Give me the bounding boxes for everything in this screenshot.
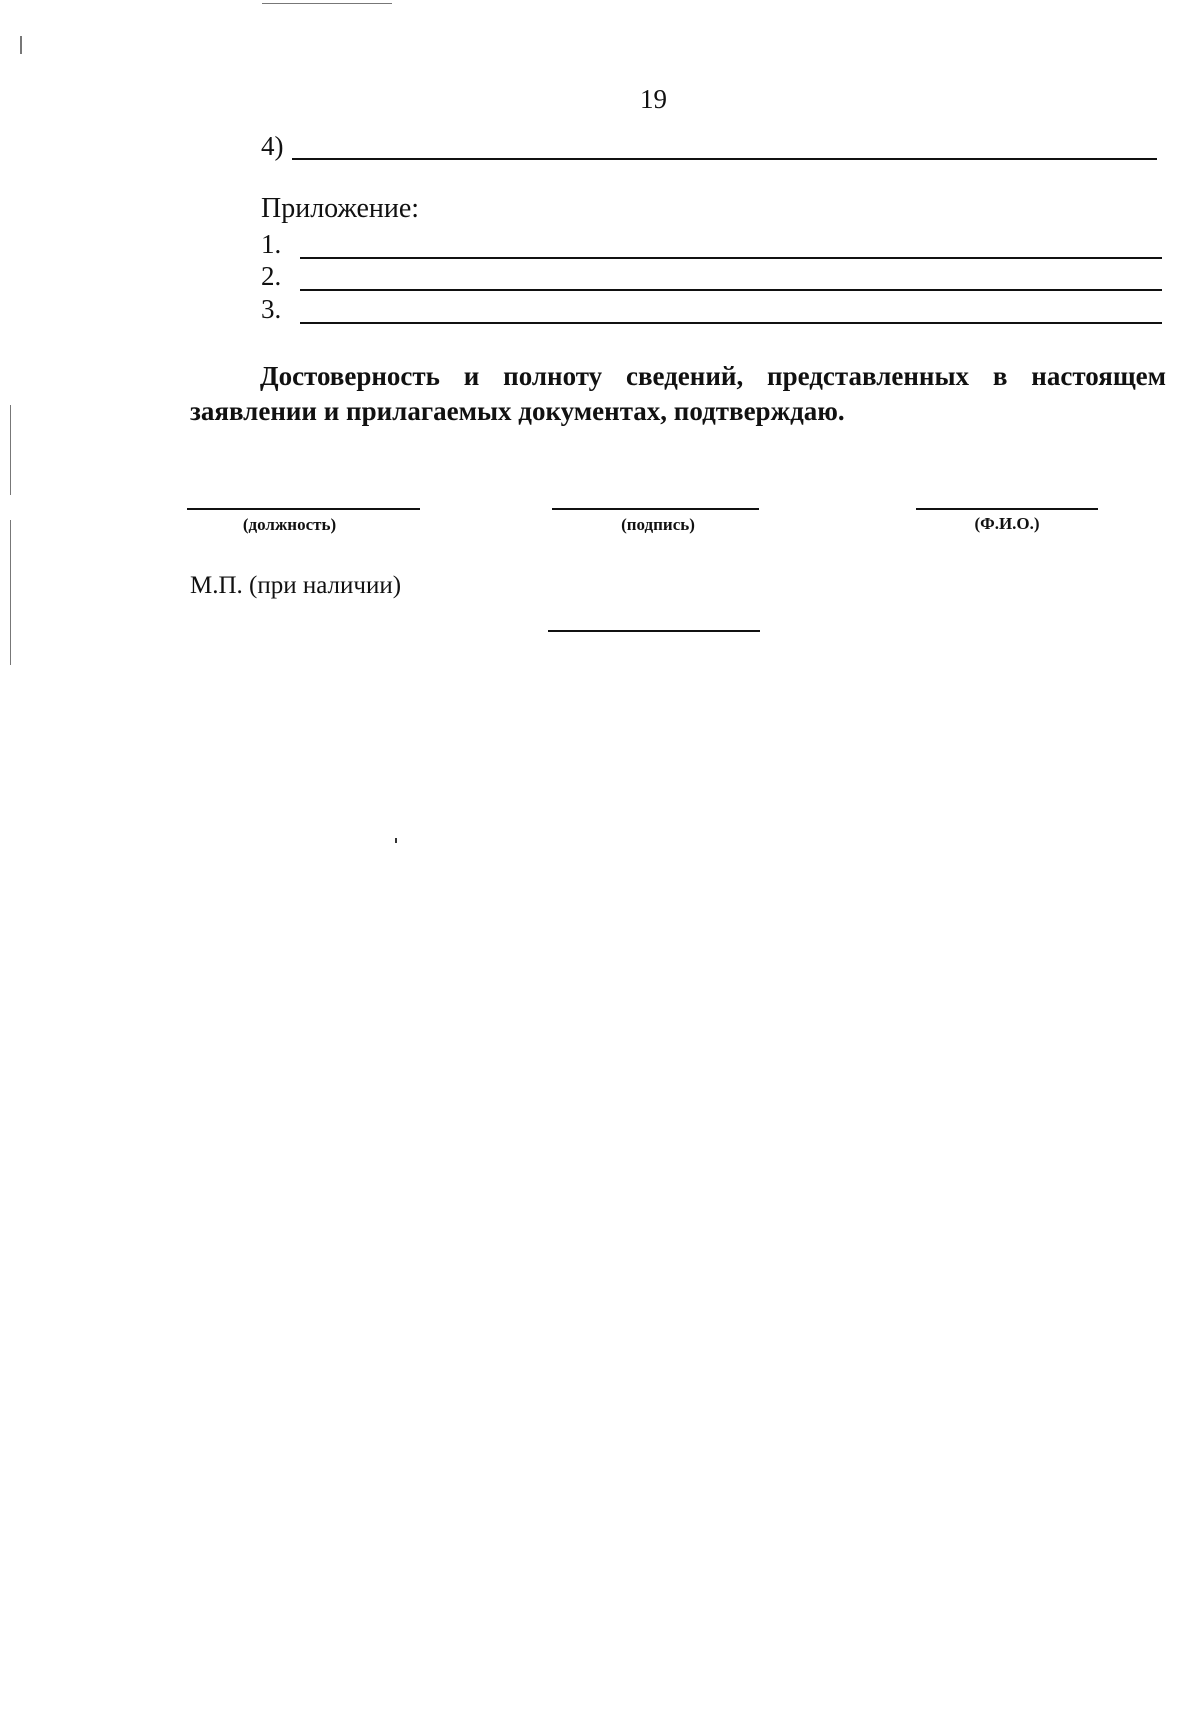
appendix-item-2-fill-line (300, 289, 1162, 291)
scan-edge-mark-top (262, 3, 392, 4)
page-number: 19 (640, 84, 667, 114)
scan-dot (395, 838, 397, 843)
signature-line (552, 508, 759, 510)
scan-edge-mark-left-1 (20, 36, 22, 54)
item-4-label: 4) (261, 131, 284, 161)
scan-edge-mark-left-2 (10, 405, 11, 495)
scan-edge-mark-left-3 (10, 520, 11, 665)
appendix-title: Приложение: (261, 193, 420, 224)
name-caption: (Ф.И.О.) (974, 514, 1040, 533)
confirmation-statement: Достоверность и полноту сведений, представленных в настоящем заявлении и прилагаемых документах, подтверждаю. (190, 361, 1166, 426)
appendix-item-1-fill-line (300, 257, 1162, 259)
name-line (916, 508, 1098, 510)
stamp-line (548, 630, 760, 632)
position-line (187, 508, 420, 510)
item-4-fill-line (292, 158, 1157, 160)
signature-caption: (подпись) (621, 515, 695, 534)
appendix-item-2-label: 2. (261, 261, 282, 291)
appendix-item-1-label: 1. (261, 229, 282, 259)
appendix-item-3-fill-line (300, 322, 1162, 324)
appendix-item-3-label: 3. (261, 294, 282, 324)
stamp-label: М.П. (при наличии) (190, 572, 402, 599)
position-caption: (должность) (242, 515, 337, 534)
